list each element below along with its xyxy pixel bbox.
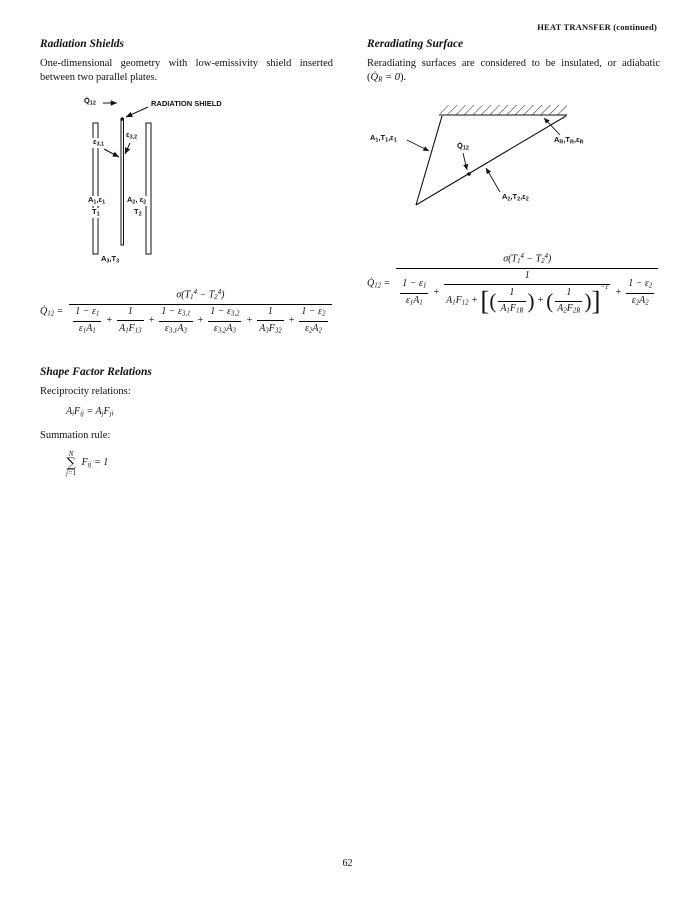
right-column (367, 36, 660, 316)
hatching (440, 105, 567, 115)
reradiating-body-text: Reradiating surfaces are considered to be insulated, or adiabatic ( (367, 58, 660, 83)
summation-upper-limit: N (68, 449, 74, 458)
equation-body-right: $\sigma(T_1^4 - T_2^4)$ $\frac{1 - \varepsilon_1}{\varepsilon_1A_1}$ + 1 $A_1F_{12}$ + [ ( $\frac{1}{A_1F_{1R}}$ ) + ( $\frac{1}{A_2F_{2R}}$ ) ] $^{-1}$ + $\frac{1 - \varepsilon_2}{\varepsilon_2A_2}$ (394, 253, 660, 316)
shield-top-node (120, 117, 124, 121)
reradiating-body (367, 57, 660, 85)
equation-lhs-right: $Q̇_{12}$ = (367, 278, 391, 290)
reciprocity-label: Reciprocity relations: (40, 386, 131, 398)
radiation-shield-figure (40, 93, 333, 279)
reciprocity-equation (66, 406, 333, 419)
reradiating-surface-figure (367, 93, 660, 223)
plate1-label: $A_1,\varepsilon_1$ (88, 194, 106, 206)
radiation-shields-body: One-dimensional geometry with low-emissivity shield inserted between two parallel plates. (40, 58, 333, 83)
eps31-label: $\varepsilon_{3,1}$ (93, 136, 105, 148)
reciprocity-equation-text: $A_iF_{ij} = A_jF_{ji}$ (66, 405, 114, 418)
radiation-shield-callout: RADIATION SHIELD (151, 98, 222, 108)
heading-reradiating-surface: Reradiating Surface (367, 38, 464, 50)
summation-lower-limit: j=1 (66, 469, 77, 478)
page-number: 62 (342, 858, 353, 869)
shield-shape (121, 119, 124, 245)
shield-label: $A_3,T_3$ (101, 253, 120, 265)
surfaceR-label: $A_R,T_R,\varepsilon_R$ (554, 134, 584, 146)
heading-shape-factor-relations: Shape Factor Relations (40, 366, 152, 379)
plate1-temp-label: $T_1$ (92, 206, 100, 218)
eps32-arrow (125, 143, 130, 154)
reradiating-surface-diagram (367, 93, 660, 223)
summation-rhs: $F_{ij} = 1$ (79, 457, 109, 469)
q12-label-right: $Q̇_{12}$ (457, 140, 469, 152)
reradiating-heat-transfer-equation (367, 253, 660, 316)
eps32-label: $\varepsilon_{3,2}$ (126, 129, 138, 141)
plate2-label: $A_2$, $\varepsilon_2$ (127, 194, 147, 206)
summation-equation (66, 451, 333, 477)
sigma-symbol: ∑ (66, 455, 76, 471)
summation-operator (66, 451, 76, 477)
q12-node (467, 172, 471, 176)
surface2-label: $A_2,T_2,\varepsilon_2$ (502, 191, 529, 203)
surface1-label: $A_1,T_1,\varepsilon_1$ (370, 132, 397, 144)
eps31-arrow (104, 149, 119, 157)
equation-body: $\sigma(T_1^4 - T_2^4)$ $\frac{1 - \varepsilon_1}{\varepsilon_1A_1}$ + $\frac{1}{A_1F_{13}}$ + $\frac{1 - \varepsilon_{3,1}}{\varepsilon_{3,1}A_3}$ + $\frac{1 - \varepsilon_{3,2}}{\varepsilon_{3,2}A_3}$ + $\frac{1}{A_3F_{32}}$ + $\frac{1 - \varepsilon_2}{\varepsilon_2A_2}$ (67, 289, 333, 336)
heading-radiation-shields: Radiation Shields (40, 38, 125, 50)
running-head: HEAT TRANSFER (continued) (537, 22, 657, 32)
shield-heat-transfer-equation (40, 289, 333, 336)
summation-label: Summation rule: (40, 429, 111, 441)
q12-arrow-right (463, 153, 467, 170)
q12-label: $Q̇_{12}$ (84, 95, 96, 107)
reradiating-body-math: $Q̇_R = 0$ (370, 71, 401, 84)
plate-2-shape (146, 123, 151, 254)
radiation-shield-diagram (40, 93, 333, 279)
surface2-arrow (486, 168, 500, 192)
left-column (40, 36, 333, 477)
reradiating-body-close: ). (400, 71, 407, 83)
surface1-arrow (407, 140, 429, 151)
shield-callout-leader (126, 107, 148, 117)
equation-lhs: $Q̇_{12}$ = (40, 305, 64, 318)
plate2-temp-label: $T_2$ (134, 206, 142, 218)
